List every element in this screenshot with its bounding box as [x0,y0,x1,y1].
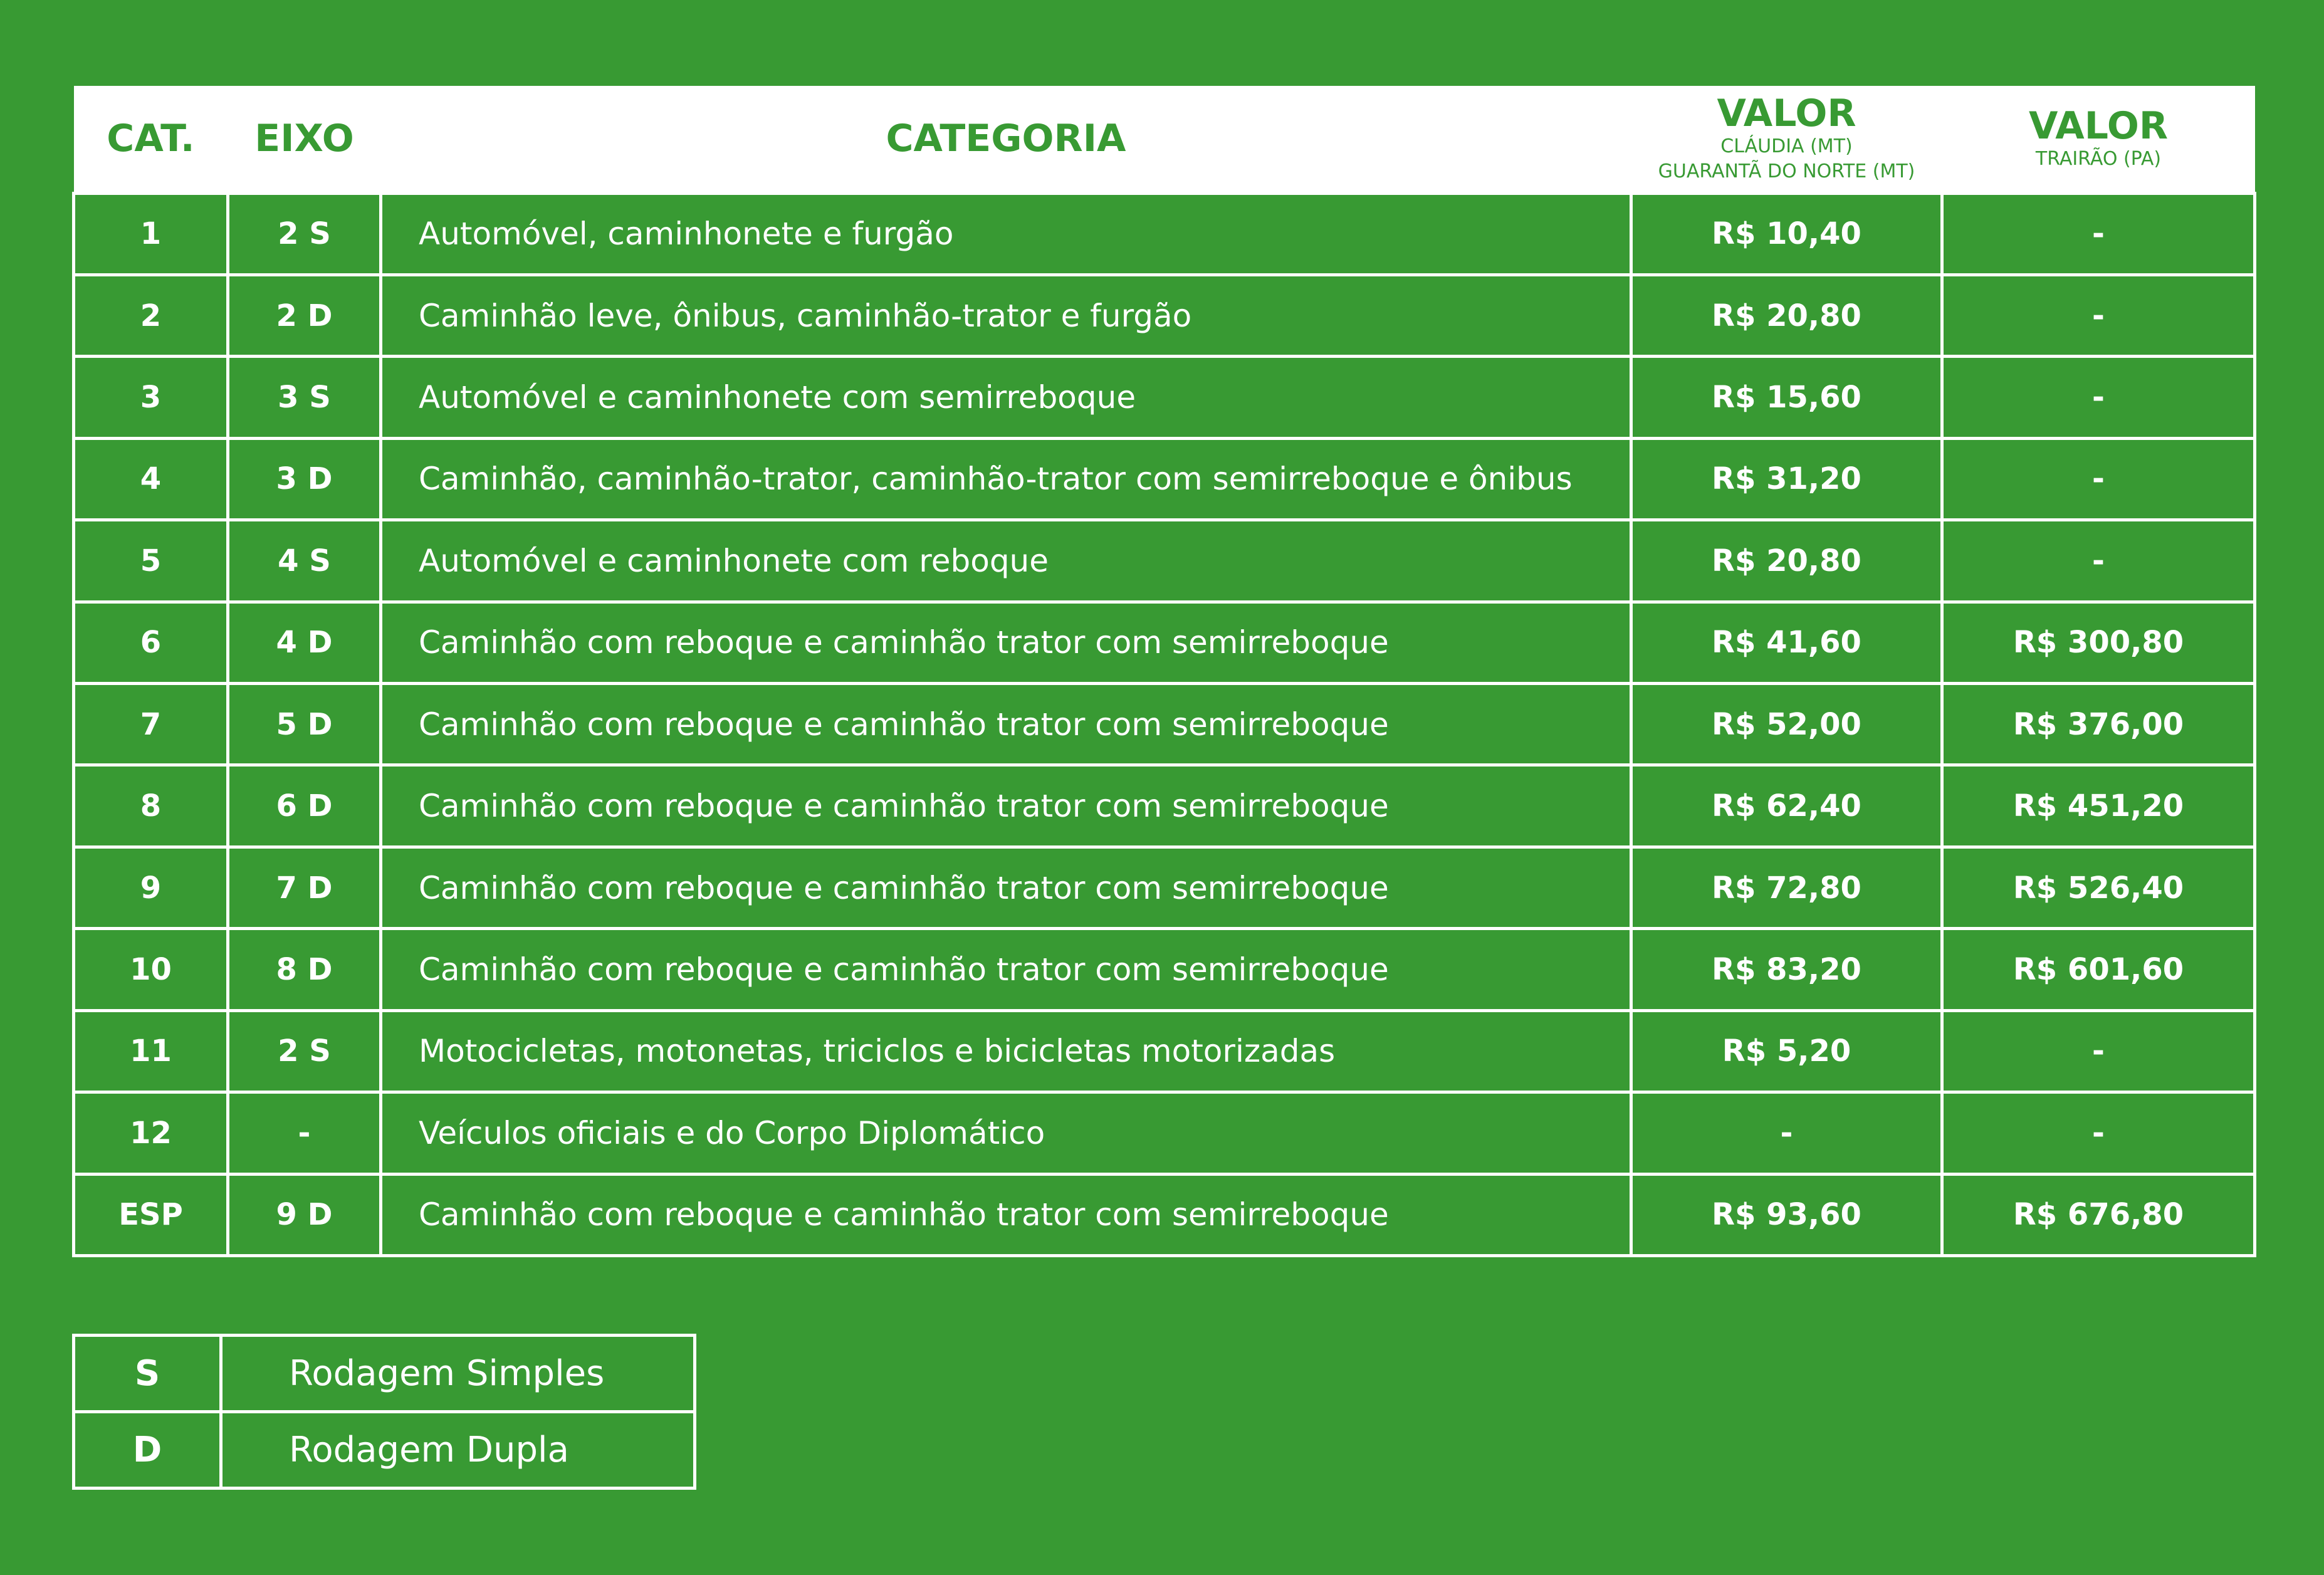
cell-valor-claudia: R$ 72,80 [1631,847,1942,928]
table-row [74,193,2255,275]
table-header [74,86,2255,193]
cell-descricao: Caminhão com reboque e caminhão trator com semirreboque [381,602,1631,683]
header-eixo-label: EIXO [254,117,354,161]
cell-cat: 12 [74,1092,228,1174]
table-row [74,684,2255,765]
legend-code: D [74,1412,221,1489]
toll-table [72,86,2256,1257]
cell-eixo: 2 S [228,1010,381,1092]
cell-valor-claudia: R$ 52,00 [1631,684,1942,765]
cell-valor-claudia: R$ 5,20 [1631,1010,1942,1092]
cell-cat: 5 [74,520,228,602]
cell-cat: 8 [74,765,228,847]
cell-valor-trairao: - [1942,193,2255,275]
cell-cat: ESP [74,1174,228,1255]
table-row [74,765,2255,847]
cell-valor-claudia: R$ 83,20 [1631,929,1942,1010]
header-row [74,86,2255,193]
table-row [74,929,2255,1010]
cell-cat: 7 [74,684,228,765]
cell-descricao: Caminhão com reboque e caminhão trator com semirreboque [381,684,1631,765]
table-row [74,1174,2255,1255]
cell-valor-trairao: R$ 526,40 [1942,847,2255,928]
legend-label: Rodagem Simples [221,1336,695,1412]
cell-descricao: Automóvel e caminhonete com reboque [381,520,1631,602]
cell-valor-trairao: R$ 676,80 [1942,1174,2255,1255]
header-valor1-sub2: GUARANTÃ DO NORTE (MT) [1658,160,1915,183]
cell-valor-trairao: - [1942,1010,2255,1092]
cell-valor-trairao: R$ 451,20 [1942,765,2255,847]
cell-cat: 6 [74,602,228,683]
cell-valor-trairao: R$ 601,60 [1942,929,2255,1010]
cell-valor-claudia: R$ 15,60 [1631,357,1942,438]
header-cat [74,86,228,193]
cell-cat: 11 [74,1010,228,1092]
cell-cat: 9 [74,847,228,928]
cell-eixo: 4 D [228,602,381,683]
cell-descricao: Automóvel e caminhonete com semirreboque [381,357,1631,438]
header-cat-label: CAT. [107,117,195,161]
cell-descricao: Veículos oficiais e do Corpo Diplomático [381,1092,1631,1174]
header-categoria-label: CATEGORIA [886,117,1126,161]
header-eixo [228,86,381,193]
cell-valor-claudia: R$ 62,40 [1631,765,1942,847]
legend-row [74,1412,695,1489]
cell-valor-trairao: R$ 376,00 [1942,684,2255,765]
cell-eixo: 8 D [228,929,381,1010]
table-row [74,275,2255,356]
cell-descricao: Caminhão com reboque e caminhão trator com semirreboque [381,1174,1631,1255]
table-row [74,438,2255,520]
cell-descricao: Motocicletas, motonetas, triciclos e bicicletas motorizadas [381,1010,1631,1092]
cell-eixo: - [228,1092,381,1174]
cell-valor-claudia: R$ 93,60 [1631,1174,1942,1255]
cell-valor-trairao: - [1942,438,2255,520]
cell-valor-claudia: R$ 10,40 [1631,193,1942,275]
cell-cat: 2 [74,275,228,356]
cell-eixo: 5 D [228,684,381,765]
cell-descricao: Caminhão leve, ônibus, caminhão-trator e furgão [381,275,1631,356]
cell-descricao: Caminhão com reboque e caminhão trator com semirreboque [381,765,1631,847]
header-valor2-sub: TRAIRÃO (PA) [2035,148,2162,170]
table-row [74,357,2255,438]
cell-valor-trairao: - [1942,1092,2255,1174]
cell-valor-claudia: - [1631,1092,1942,1174]
cell-descricao: Automóvel, caminhonete e furgão [381,193,1631,275]
cell-cat: 10 [74,929,228,1010]
header-valor1-sub1: CLÁUDIA (MT) [1720,135,1853,158]
legend-code: S [74,1336,221,1412]
cell-eixo: 3 D [228,438,381,520]
cell-descricao: Caminhão com reboque e caminhão trator com semirreboque [381,929,1631,1010]
cell-valor-claudia: R$ 31,20 [1631,438,1942,520]
cell-valor-trairao: - [1942,520,2255,602]
cell-cat: 3 [74,357,228,438]
header-valor2-title: VALOR [2028,104,2169,149]
header-valor1-title: VALOR [1717,92,1856,136]
cell-eixo: 4 S [228,520,381,602]
cell-eixo: 2 S [228,193,381,275]
cell-valor-claudia: R$ 20,80 [1631,275,1942,356]
header-valor-trairao [1942,86,2255,193]
cell-valor-claudia: R$ 41,60 [1631,602,1942,683]
cell-valor-trairao: - [1942,357,2255,438]
table-row [74,520,2255,602]
legend-row [74,1336,695,1412]
cell-eixo: 2 D [228,275,381,356]
cell-cat: 4 [74,438,228,520]
header-categoria [381,86,1631,193]
table-row [74,1010,2255,1092]
cell-descricao: Caminhão, caminhão-trator, caminhão-trator com semirreboque e ônibus [381,438,1631,520]
table-body [74,193,2255,1256]
cell-valor-claudia: R$ 20,80 [1631,520,1942,602]
table-row [74,1092,2255,1174]
cell-eixo: 9 D [228,1174,381,1255]
legend-table [72,1334,696,1490]
legend-label: Rodagem Dupla [221,1412,695,1489]
table-row [74,602,2255,683]
cell-valor-trairao: R$ 300,80 [1942,602,2255,683]
cell-eixo: 7 D [228,847,381,928]
table-row [74,847,2255,928]
header-valor-claudia [1631,86,1942,193]
cell-cat: 1 [74,193,228,275]
cell-eixo: 6 D [228,765,381,847]
cell-eixo: 3 S [228,357,381,438]
cell-valor-trairao: - [1942,275,2255,356]
cell-descricao: Caminhão com reboque e caminhão trator com semirreboque [381,847,1631,928]
